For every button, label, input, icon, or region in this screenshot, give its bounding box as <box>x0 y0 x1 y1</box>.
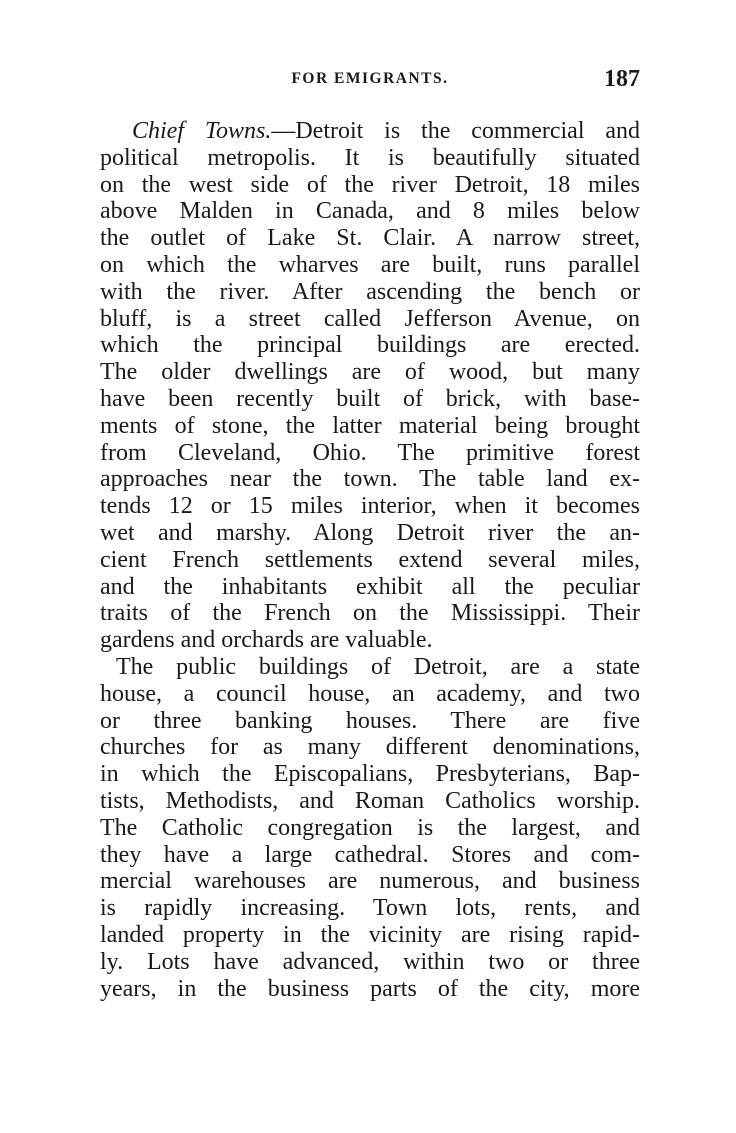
text-line: bluff, is a street called Jefferson Avenue, on <box>100 305 640 332</box>
text-line: or three banking houses. There are five <box>100 707 640 734</box>
text-fragment: —Detroit is the commercial and <box>271 118 640 144</box>
text-line: tends 12 or 15 miles interior, when it becomes <box>100 493 640 520</box>
paragraph-public-buildings <box>100 654 640 1002</box>
text-line: gardens and orchards are valuable. <box>100 627 433 654</box>
text-line: The public buildings of Detroit, are a state <box>116 653 640 680</box>
text-line: they have a large cathedral. Stores and com- <box>100 841 640 868</box>
section-heading: Chief Towns. <box>132 118 272 144</box>
text-line: political metropolis. It is beautifully situated <box>100 144 640 171</box>
text-line: above Malden in Canada, and 8 miles below <box>100 198 640 225</box>
text-line: on which the wharves are built, runs parallel <box>100 251 640 278</box>
text-line: ly. Lots have advanced, within two or three <box>100 948 640 975</box>
text-line: cient French settlements extend several miles, <box>100 546 640 573</box>
text-line: from Cleveland, Ohio. The primitive forest <box>100 439 640 466</box>
text-line: churches for as many different denominations, <box>100 734 640 761</box>
text-line: traits of the French on the Mississippi. Their <box>100 600 640 627</box>
text-line: house, a council house, an academy, and two <box>100 680 640 707</box>
text-line: tists, Methodists, and Roman Catholics worship. <box>100 787 640 814</box>
page-number: 187 <box>604 66 640 92</box>
text-line: The older dwellings are of wood, but many <box>100 359 640 386</box>
text-line: approaches near the town. The table land ex- <box>100 466 640 493</box>
body-text <box>100 118 640 1002</box>
text-line: ments of stone, the latter material being brought <box>100 412 640 439</box>
running-title: FOR EMIGRANTS. <box>291 70 449 87</box>
text-line: and the inhabitants exhibit all the peculiar <box>100 573 640 600</box>
text-line: have been recently built of brick, with base- <box>100 385 640 412</box>
text-line: mercial warehouses are numerous, and business <box>100 868 640 895</box>
text-line: wet and marshy. Along Detroit river the an- <box>100 519 640 546</box>
text-line: years, in the business parts of the city, more <box>100 975 640 1002</box>
text-line: which the principal buildings are erected. <box>100 332 640 359</box>
text-line: the outlet of Lake St. Clair. A narrow street, <box>100 225 640 252</box>
text-line: The Catholic congregation is the largest, and <box>100 814 640 841</box>
text-line <box>100 118 640 145</box>
text-line: is rapidly increasing. Town lots, rents, and <box>100 895 640 922</box>
paragraph-chief-towns <box>100 118 640 654</box>
text-line: on the west side of the river Detroit, 18 miles <box>100 171 640 198</box>
text-line: landed property in the vicinity are rising rapid- <box>100 921 640 948</box>
text-line: with the river. After ascending the bench or <box>100 278 640 305</box>
text-line: in which the Episcopalians, Presbyterians, Bap- <box>100 761 640 788</box>
running-head <box>100 66 640 98</box>
